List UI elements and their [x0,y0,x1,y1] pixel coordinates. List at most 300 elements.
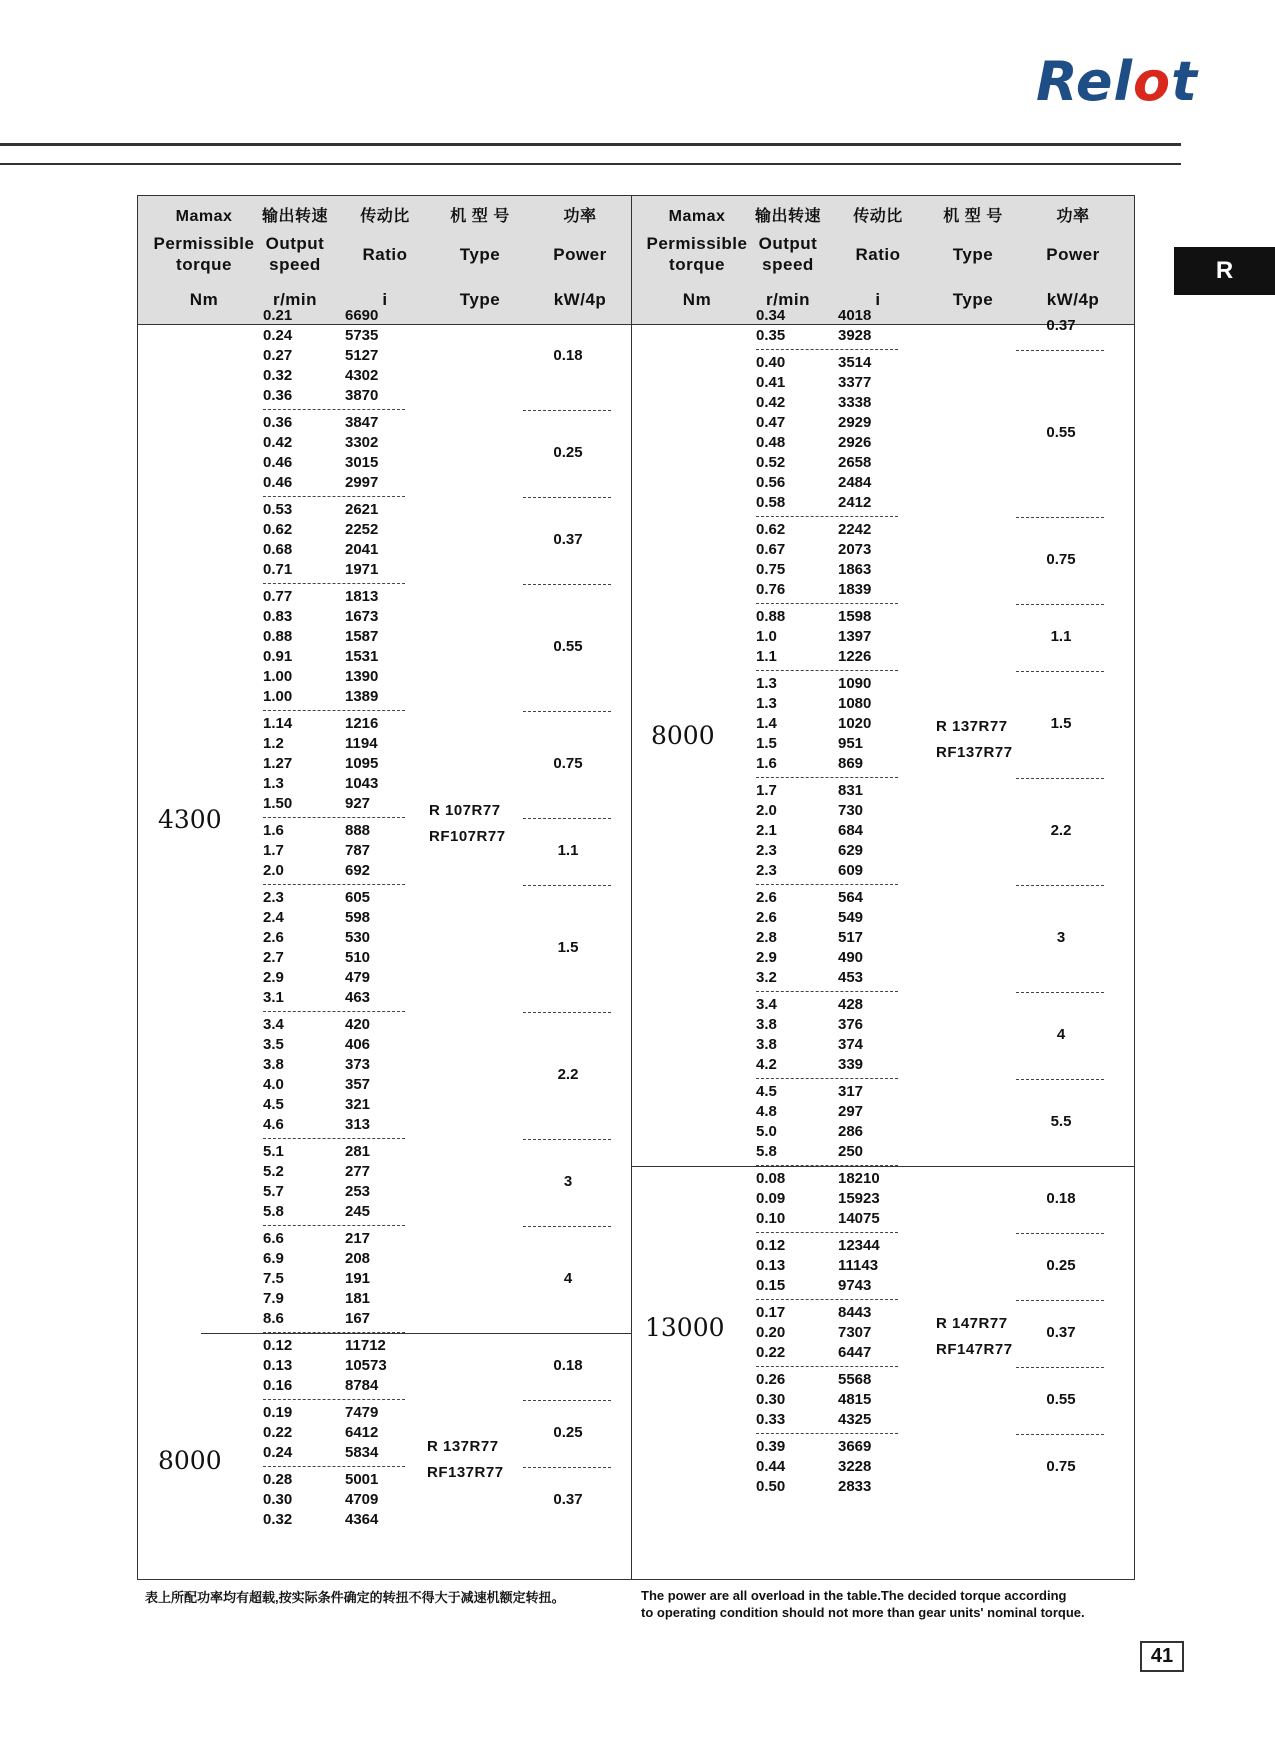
output-speed: 0.35 [756,327,786,344]
table-row [263,1162,405,1182]
output-speed: 0.62 [263,521,293,538]
ratio-group [756,520,898,608]
group-divider [756,670,898,671]
output-speed: 0.12 [263,1337,293,1354]
group-divider [263,884,405,885]
ratio-value: 1971 [345,561,379,578]
ratio-value: 167 [345,1310,371,1327]
header-col3 [340,206,430,310]
table-row [756,1343,898,1363]
group-divider [263,817,405,818]
ratio-value: 3514 [838,354,872,371]
table-row [263,1336,405,1356]
table-row [263,607,405,627]
table-row [756,888,898,908]
header-col1-unit: Nm [682,290,712,309]
table-row [263,1115,405,1135]
power-value: 1.1 [1050,628,1072,645]
output-speed: 2.8 [756,929,777,946]
output-speed: 0.71 [263,561,293,578]
header-col3-en: Ratio [855,244,901,264]
ratio-value: 6447 [838,1344,872,1361]
ratio-value: 3228 [838,1458,872,1475]
power-divider [523,1400,611,1401]
ratio-value: 3338 [838,394,872,411]
power-divider [1016,1300,1104,1301]
ratio-value: 15923 [838,1190,880,1207]
power-value: 0.18 [553,1357,583,1374]
power-divider [523,584,611,585]
table-row [263,520,405,540]
header-col3-zh: 传动比 [360,208,410,225]
power-value: 0.55 [1046,1391,1076,1408]
table-row [756,647,898,667]
section-tab: R [1174,247,1275,295]
table-row [756,1122,898,1142]
power-value: 0.25 [553,1424,583,1441]
power-value: 2.2 [1050,822,1072,839]
power-value: 0.18 [1046,1190,1076,1207]
table-row [756,861,898,881]
output-speed: 4.8 [756,1103,777,1120]
output-speed: 0.26 [756,1371,786,1388]
header-col4-en: Type [459,244,501,264]
output-speed: 5.0 [756,1123,777,1140]
ratio-value: 277 [345,1163,371,1180]
group-divider [756,1433,898,1434]
table-row [263,326,405,346]
output-speed: 3.8 [756,1036,777,1053]
table-row [756,1256,898,1276]
ratio-value: 9743 [838,1277,872,1294]
ratio-group [263,500,405,588]
ratio-value: 2926 [838,434,872,451]
output-speed: 0.10 [756,1210,786,1227]
group-divider [756,1232,898,1233]
table-row [756,1015,898,1035]
ratio-value: 374 [838,1036,864,1053]
table-row [756,1303,898,1323]
ratio-value: 3302 [345,434,379,451]
header-col4-unit: Type [952,290,994,309]
header-col4-zh: 机 型 号 [450,208,510,225]
ratio-value: 629 [838,842,864,859]
output-speed: 4.0 [263,1076,284,1093]
output-speed: 1.00 [263,688,293,705]
type-left-a-line-1: R 107R77 [429,801,501,819]
table-row [263,1229,405,1249]
output-speed: 4.5 [756,1083,777,1100]
ratio-value: 5735 [345,327,379,344]
group-divider [263,496,405,497]
header-col1-en: Permissible torque [153,234,255,274]
output-speed: 1.7 [263,842,284,859]
ratio-value: 339 [838,1056,864,1073]
output-speed: 2.9 [263,969,284,986]
table-row [263,1309,405,1329]
table-row [756,1102,898,1122]
note-chinese: 表上所配功率均有超载,按实际条件确定的转扭不得大于减速机额定转扭。 [145,1590,565,1605]
ratio-value: 2833 [838,1478,872,1495]
output-speed: 0.13 [263,1357,293,1374]
ratio-group [756,1236,898,1304]
ratio-value: 1587 [345,628,379,645]
output-speed: 1.50 [263,795,293,812]
power-divider [1016,604,1104,605]
ratio-value: 12344 [838,1237,880,1254]
ratio-value: 420 [345,1016,371,1033]
power-divider [1016,885,1104,886]
ratio-value: 869 [838,755,864,772]
table-row [263,587,405,607]
header-col5-en: Power [553,244,607,264]
power-divider [1016,517,1104,518]
table-row [756,821,898,841]
output-speed: 0.34 [756,307,786,324]
header-col5-en: Power [1046,244,1100,264]
output-speed: 2.6 [263,929,284,946]
output-speed: 0.46 [263,454,293,471]
table-row [756,714,898,734]
group-divider [263,1138,405,1139]
table-row [756,560,898,580]
torque-4300: 4300 [158,804,222,834]
output-speed: 0.47 [756,414,786,431]
power-value: 0.37 [553,1491,583,1508]
ratio-group [756,888,898,996]
header-col3-zh: 传动比 [853,208,903,225]
output-speed: 4.6 [263,1116,284,1133]
output-speed: 0.12 [756,1237,786,1254]
header-col1-zh: Mamax [175,208,233,225]
ratio-value: 7307 [838,1324,872,1341]
ratio-value: 510 [345,949,371,966]
output-speed: 1.3 [263,775,284,792]
ratio-value: 10573 [345,1357,387,1374]
table-row [756,694,898,714]
table-row [756,473,898,493]
type-left-a [429,798,506,850]
output-speed: 0.39 [756,1438,786,1455]
ratio-value: 453 [838,969,864,986]
ratio-value: 4709 [345,1491,379,1508]
group-divider [756,884,898,885]
output-speed: 0.75 [756,561,786,578]
output-speed: 0.27 [263,347,293,364]
ratio-value: 490 [838,949,864,966]
table-row [756,841,898,861]
ratio-group [263,413,405,501]
output-speed: 0.13 [756,1257,786,1274]
ratio-value: 2929 [838,414,872,431]
output-speed: 0.30 [263,1491,293,1508]
ratio-value: 373 [345,1056,371,1073]
ratio-value: 181 [345,1290,371,1307]
ratio-group [263,1470,405,1530]
header-col2-unit: r/min [765,290,811,309]
table-row [756,1035,898,1055]
group-divider [756,516,898,517]
output-speed: 1.27 [263,755,293,772]
group-divider [756,603,898,604]
output-speed: 0.88 [756,608,786,625]
table-row [263,861,405,881]
table-row [263,647,405,667]
table-row [263,841,405,861]
output-speed: 0.52 [756,454,786,471]
table-row [756,1142,898,1162]
table-row [756,326,898,346]
ratio-group [756,1370,898,1438]
table-row [263,540,405,560]
table-row [263,1403,405,1423]
power-value: 1.1 [557,842,579,859]
output-speed: 0.58 [756,494,786,511]
ratio-value: 1598 [838,608,872,625]
table-row [756,1370,898,1390]
table-row [756,968,898,988]
type-right-a [936,714,1013,766]
output-speed: 0.20 [756,1324,786,1341]
power-value: 4 [563,1270,573,1287]
power-divider [1016,992,1104,993]
ratio-value: 1673 [345,608,379,625]
ratio-value: 730 [838,802,864,819]
power-divider [523,1012,611,1013]
table-row [263,734,405,754]
ratio-value: 2073 [838,541,872,558]
power-divider [1016,1233,1104,1234]
table-row [756,948,898,968]
ratio-value: 1090 [838,675,872,692]
power-value: 0.25 [553,444,583,461]
ratio-value: 191 [345,1270,371,1287]
output-speed: 0.42 [756,394,786,411]
table-row [756,627,898,647]
table-row [263,1142,405,1162]
ratio-value: 14075 [838,1210,880,1227]
header-col1 [643,206,751,310]
table-row [263,687,405,707]
ratio-group [756,1303,898,1371]
header-col4-zh: 机 型 号 [943,208,1003,225]
ratio-value: 18210 [838,1170,880,1187]
table-row [756,1276,898,1296]
output-speed: 0.53 [263,501,293,518]
power-value: 4 [1056,1026,1066,1043]
ratio-group [756,1437,898,1497]
output-speed: 6.6 [263,1230,284,1247]
ratio-group [263,821,405,889]
ratio-value: 4815 [838,1391,872,1408]
power-divider [1016,350,1104,351]
table-row [263,968,405,988]
ratio-group [756,674,898,782]
ratio-value: 4018 [838,307,872,324]
output-speed: 4.5 [263,1096,284,1113]
table-row [263,433,405,453]
ratio-value: 3847 [345,414,379,431]
ratio-value: 549 [838,909,864,926]
table-row [263,1202,405,1222]
group-divider [756,1366,898,1367]
table-row [263,1470,405,1490]
output-speed: 0.24 [263,1444,293,1461]
table-row [263,821,405,841]
output-speed: 0.22 [263,1424,293,1441]
ratio-value: 6690 [345,307,379,324]
table-row [263,1423,405,1443]
table-row [263,306,405,326]
ratio-value: 1839 [838,581,872,598]
output-speed: 3.5 [263,1036,284,1053]
table-row [756,801,898,821]
output-speed: 1.7 [756,782,777,799]
ratio-value: 5001 [345,1471,379,1488]
table-row [263,1055,405,1075]
ratio-value: 1080 [838,695,872,712]
ratio-value: 3669 [838,1438,872,1455]
output-speed: 5.1 [263,1143,284,1160]
output-speed: 0.50 [756,1478,786,1495]
ratio-value: 4364 [345,1511,379,1528]
table-row [756,413,898,433]
ratio-group [756,1169,898,1237]
table-row [756,433,898,453]
group-divider [756,349,898,350]
output-speed: 0.68 [263,541,293,558]
header-col3-unit: i [382,290,388,309]
ratio-value: 376 [838,1016,864,1033]
ratio-value: 1813 [345,588,379,605]
group-divider [756,1078,898,1079]
note-english-line-1: The power are all overload in the table.The decided torque according [641,1588,1067,1603]
table-row [756,520,898,540]
ratio-value: 5834 [345,1444,379,1461]
type-right-b [936,1311,1013,1363]
table-row [263,794,405,814]
ratio-value: 1194 [345,735,378,752]
ratio-value: 692 [345,862,371,879]
header-col4-unit: Type [459,290,501,309]
ratio-value: 684 [838,822,864,839]
header-col2-unit: r/min [272,290,318,309]
ratio-value: 6412 [345,1424,379,1441]
output-speed: 2.7 [263,949,284,966]
ratio-value: 8443 [838,1304,872,1321]
ratio-group [756,1082,898,1170]
ratio-value: 321 [345,1096,371,1113]
ratio-value: 831 [838,782,864,799]
ratio-value: 217 [345,1230,371,1247]
table-row [263,888,405,908]
ratio-group [263,1142,405,1230]
table-row [756,580,898,600]
output-speed: 0.15 [756,1277,786,1294]
ratio-value: 8784 [345,1377,379,1394]
header-rule-2 [0,163,1181,165]
output-speed: 0.09 [756,1190,786,1207]
ratio-group [263,714,405,822]
ratio-group [756,995,898,1083]
group-divider [263,1399,405,1400]
table-row [263,774,405,794]
table-row [756,1410,898,1430]
ratio-value: 1390 [345,668,379,685]
power-value: 0.75 [1046,551,1076,568]
ratio-value: 2041 [345,541,379,558]
table-row [263,1443,405,1463]
header-col5 [530,206,630,310]
output-speed: 2.3 [263,889,284,906]
table-row [263,500,405,520]
ratio-value: 5568 [838,1371,872,1388]
header-col5-unit: kW/4p [1046,290,1100,309]
type-right-b-line-1: R 147R77 [936,1314,1008,1332]
column-divider [631,196,632,1579]
output-speed: 3.8 [756,1016,777,1033]
table-row [263,667,405,687]
type-right-a-line-2: RF137R77 [936,744,1013,761]
table-row [263,988,405,1008]
output-speed: 0.21 [263,307,293,324]
output-speed: 1.4 [756,715,777,732]
output-speed: 0.17 [756,1304,786,1321]
group-divider [263,710,405,711]
header-col2-zh: 输出转速 [754,208,821,225]
table-row [756,1236,898,1256]
output-speed: 7.5 [263,1270,284,1287]
ratio-value: 317 [838,1083,864,1100]
table-row [263,1015,405,1035]
power-value: 5.5 [1050,1113,1072,1130]
table-row [756,1390,898,1410]
table-row [263,1035,405,1055]
output-speed: 5.8 [263,1203,284,1220]
table-row [756,1082,898,1102]
table-row [263,714,405,734]
ratio-value: 2621 [345,501,379,518]
ratio-group [263,1015,405,1143]
ratio-value: 787 [345,842,371,859]
output-speed: 0.32 [263,367,293,384]
ratio-value: 463 [345,989,371,1006]
output-speed: 1.0 [756,628,777,645]
power-divider [523,410,611,411]
ratio-value: 1216 [345,715,379,732]
table-row [756,781,898,801]
ratio-group [263,888,405,1016]
ratio-value: 11143 [838,1257,879,1274]
group-separator [201,1333,631,1334]
ratio-value: 2242 [838,521,872,538]
output-speed: 1.5 [756,735,777,752]
ratio-value: 530 [345,929,371,946]
output-speed: 0.48 [756,434,786,451]
table-row [263,346,405,366]
output-speed: 7.9 [263,1290,284,1307]
header-col2-zh: 输出转速 [261,208,328,225]
table-row [756,1437,898,1457]
power-value: 1.5 [1050,715,1072,732]
output-speed: 5.7 [263,1183,284,1200]
output-speed: 0.44 [756,1458,786,1475]
header-col1 [150,206,258,310]
ratio-value: 609 [838,862,864,879]
ratio-value: 3015 [345,454,379,471]
output-speed: 0.76 [756,581,786,598]
output-speed: 0.67 [756,541,786,558]
